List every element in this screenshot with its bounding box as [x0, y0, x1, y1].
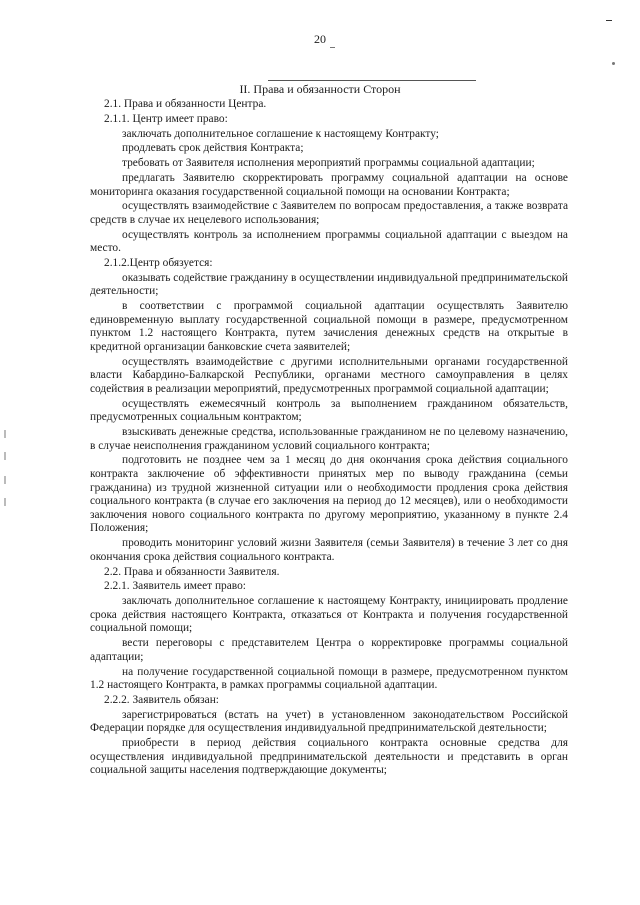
paragraph: 2.2.1. Заявитель имеет право:	[104, 580, 246, 593]
paragraph: 2.1.1. Центр имеет право:	[104, 112, 228, 125]
contract-body	[90, 98, 568, 779]
paragraph: осуществлять взаимодействие с другими исполнительными органами государственной власти Кабардино-Балкарской Республики, органами местного самоуправления в целях содействия в реализации мероприятий, предусмотренных программой социальной адаптации;	[90, 355, 568, 395]
paragraph: в соответствии с программой социальной адаптации осуществлять Заявителю единовременную выплату государственной социальной помощи в размере, предусмотренном пунктом 1.2 настоящего Контракта, путем зачисления денежных средств на открытые в кредитной организации банковские счета заявителей;	[90, 300, 568, 353]
paragraph: вести переговоры с представителем Центра о корректировке программы социальной адаптации;	[90, 637, 568, 663]
paragraph: оказывать содействие гражданину в осуществлении индивидуальной предпринимательской деятельности;	[90, 271, 568, 298]
paragraph: 2.2.2. Заявитель обязан:	[104, 693, 219, 706]
left-edge-mark	[4, 476, 6, 484]
paragraph: осуществлять контроль за исполнением программы социальной адаптации с выездом на место.	[90, 228, 568, 255]
left-edge-mark	[4, 452, 6, 460]
scan-mark-dot	[612, 62, 615, 65]
paragraph: осуществлять взаимодействие с Заявителем по вопросам предоставления, а также возврата средств в случае их нецелевого использования;	[90, 200, 568, 226]
paragraph: 2.1. Права и обязанности Центра.	[104, 98, 267, 110]
paragraph: осуществлять ежемесячный контроль за выполнением гражданином обязательств, предусмотренных социальным контрактом;	[90, 397, 568, 424]
paragraph: зарегистрироваться (встать на учет) в установленном законодательством Российской Федерации порядке для осуществления индивидуальной предпринимательской деятельности;	[90, 708, 568, 735]
paragraph: заключать дополнительное соглашение к настоящему Контракту, инициировать продление срока действия настоящего Контракта, отказаться от Контракта и получения государственной социальной помощи;	[90, 595, 568, 635]
paragraph: требовать от Заявителя исполнения мероприятий программы социальной адаптации;	[122, 157, 535, 170]
scan-mark-top-right	[606, 20, 612, 21]
paragraph: заключать дополнительное соглашение к настоящему Контракту;	[122, 127, 439, 140]
paragraph: приобрести в период действия социального контракта основные средства для осуществления индивидуальной предпринимательской деятельности и представить в орган социальной защиты населения подтверждающие документы;	[90, 737, 568, 777]
paragraph: 2.1.2.Центр обязуется:	[104, 257, 213, 270]
paragraph: взыскивать денежные средства, использованные гражданином не по целевому назначению, в случае неисполнения гражданином условий социального контракта;	[90, 426, 568, 452]
paragraph: на получение государственной социальной помощи в размере, предусмотренном пунктом 1.2 настоящего Контракта, в рамках программы социальной адаптации.	[90, 665, 568, 692]
title-rule	[268, 80, 476, 81]
paragraph: проводить мониторинг условий жизни Заявителя (семьи Заявителя) в течение 3 лет со дня окончания срока действия социального контракта.	[90, 537, 568, 563]
paragraph: предлагать Заявителю скорректировать программу социальной адаптации на основе мониторинга оказания государственной социальной помощи на основании Контракта;	[90, 171, 568, 198]
paragraph: 2.2. Права и обязанности Заявителя.	[104, 565, 280, 578]
left-edge-mark	[4, 498, 6, 506]
paragraph: подготовить не позднее чем за 1 месяц до дня окончания срока действия социального контракта заключение об эффективности принятых мер по выводу гражданина (семьи гражданина) из трудной жизненной ситуации или о необходимости продления срока действия социального контракта (в случае его заключения на период до 12 месяцев), или о необходимости заключения нового социального контракта по другому мероприятию, указанному в пункте 2.4 Положения;	[90, 454, 568, 535]
scan-mark-under-number	[330, 47, 335, 48]
paragraph: продлевать срок действия Контракта;	[122, 142, 304, 155]
left-edge-mark	[4, 430, 6, 438]
page-number: 20	[314, 32, 326, 46]
section-title: II. Права и обязанности Сторон	[239, 82, 401, 96]
